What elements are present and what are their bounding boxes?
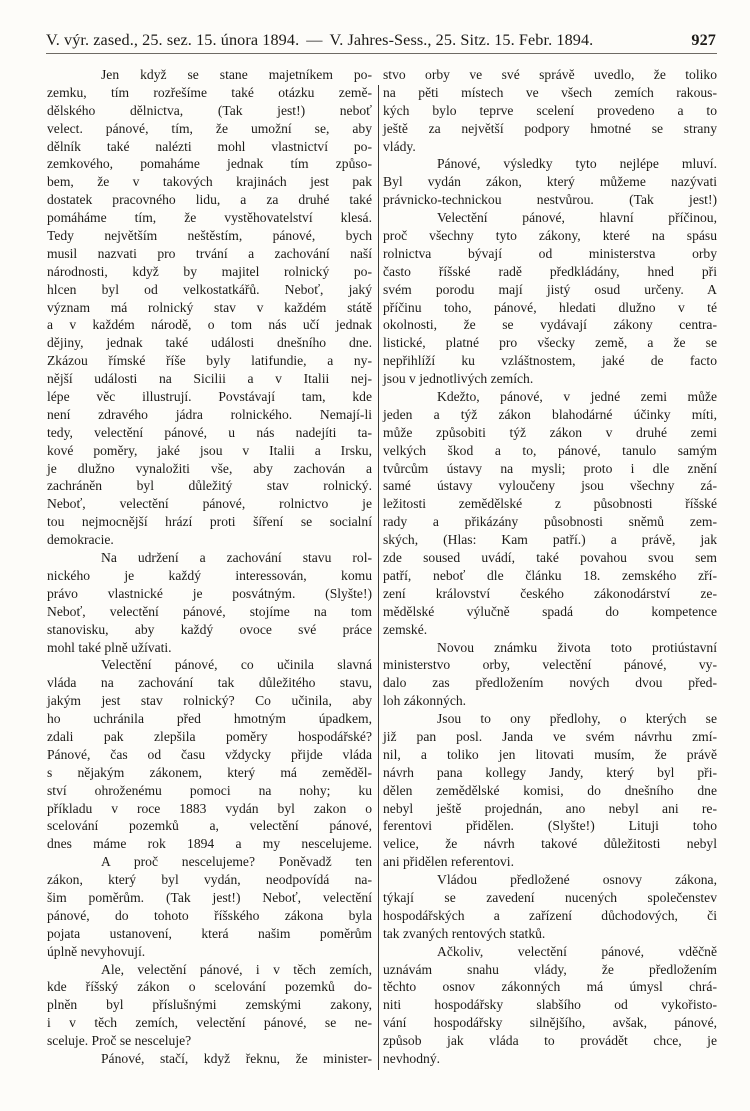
- text-line: mohl také plně užívati.: [47, 639, 172, 655]
- text-line: pomáháme tím, že vystěhovatelství klesá.: [47, 210, 372, 226]
- header-german: V. Jahres-Sess., 25. Sitz. 15. Febr. 1894.: [329, 31, 594, 49]
- text-line: rady a přikázány působnosti sněmů zem-: [383, 514, 717, 530]
- text-line: nického je každý interessován, komu: [47, 567, 372, 583]
- text-line: musil nazvati pro trvání a zachování naší: [47, 245, 372, 261]
- text-line: Tedy největším neštěstím, pánové, bych: [47, 228, 372, 244]
- text-line: úplně nevyhovují.: [47, 943, 146, 959]
- text-line: Pánové, výsledky tyto nejlépe mluví.: [437, 156, 717, 172]
- text-line: ho uchránila před hmotným úpadkem,: [47, 711, 372, 727]
- text-line: samé ústavy vyloučeny jsou všechny zá-: [383, 478, 717, 494]
- text-line: i v těch zemích, velectění pánové, se ne-: [47, 1015, 372, 1031]
- text-line: Ale, velectění pánové, i v těch zemích,: [101, 961, 372, 977]
- text-line: proč všechny tyto zákony, které na spásu: [383, 228, 717, 244]
- text-line: dělen zemědělské komisi, do dnešního dne: [383, 782, 717, 798]
- text-line: kde říšský zákon o scelování pozemků do-: [47, 979, 372, 995]
- text-line: scelování pozemků a, velectění pánové,: [47, 818, 372, 834]
- text-line: ještě za největší podpory hmotné se strany: [383, 120, 717, 136]
- text-line: význam má rolnický stav v každém státě: [47, 299, 372, 315]
- text-line: zemské.: [383, 621, 428, 637]
- header-separator: —: [306, 31, 323, 49]
- text-line: sceluje. Proč se nesceluje?: [47, 1033, 192, 1049]
- text-line: listické, platné pro všecky země, a že se: [383, 335, 717, 351]
- text-line: národnosti, když by majitel rolnický po-: [47, 263, 372, 279]
- text-line: velkých škod a to, pánové, tanulo samým: [383, 442, 717, 458]
- text-line: zemku, tím rozřešíme také otázku země-: [47, 84, 372, 100]
- text-line: tou nejmocnější hrází proti šíření se socialní: [47, 514, 372, 530]
- text-line: na pěti místech ve všech zemích rakous-: [383, 84, 717, 100]
- text-line: Pánové, čas od času vždycky přijde vláda: [47, 746, 372, 762]
- text-line: nější události na Sicilii a v Italii nej-: [47, 371, 372, 387]
- text-line: ferentovi přidělen. (Slyšte!) Lituji toho: [383, 818, 717, 834]
- text-line: a v každém národě, o tom nás učí jednak: [47, 317, 372, 333]
- text-line: Pánové, stačí, když řeknu, že minister-: [101, 1050, 372, 1066]
- text-line: návrh pana kollegy Jandy, který byl při-: [383, 764, 717, 780]
- text-line: již pan posl. Janda ve svém návrhu zmí-: [383, 728, 717, 744]
- text-line: příčinu toho, pánové, hledati dlužno v té: [383, 299, 717, 315]
- text-line: hlcen byl od velkostatkářů. Neboť, jaký: [47, 281, 372, 297]
- text-line: zení království českého zákonodárství ze-: [383, 585, 717, 601]
- text-line: nebyl ještě projednán, ano nebyl ani re-: [383, 800, 717, 816]
- text-line: zde soused uvádí, také povahou svou sem: [383, 550, 717, 566]
- text-line: těchto osnov zákonných má úmysl chrá-: [383, 979, 717, 995]
- text-line: dělník také nalézti mohl vlastnictví po-: [47, 138, 372, 154]
- text-line: tedy, velectění pánové, u nás nadejíti ta-: [47, 424, 372, 440]
- text-line: hospodářských a zařízení důchodových, či: [383, 907, 717, 923]
- text-line: jeden a týž zákon blahodárné účinky míti,: [383, 406, 717, 422]
- text-line: Velectění pánové, hlavní příčinou,: [437, 210, 717, 226]
- text-line: jakým jest stav rolnický? Co učinila, aby: [47, 693, 372, 709]
- text-line: s nějakým zákonem, který má zeměděl-: [47, 764, 372, 780]
- text-line: vláda na zachování tak důležitého stavu,: [47, 675, 372, 691]
- text-line: ležitosti zemědělské z působnosti říšské: [383, 496, 717, 512]
- text-line: uznávám snahu vlády, že předložením: [383, 961, 717, 977]
- header-czech: V. výr. zased., 25. sez. 15. února 1894.: [46, 31, 300, 49]
- running-header: [46, 31, 716, 52]
- text-line: Neboť, velectění pánové, stojíme na tom: [47, 603, 372, 619]
- text-line: týkají se zavedení nucených společenstev: [383, 889, 717, 905]
- text-line: vání hospodářsky silnějšího, avšak, pánové,: [383, 1015, 717, 1031]
- text-line: nil, a toliko jen litovati musím, že právě: [383, 746, 717, 762]
- text-line: Zkázou římské říše byly latifundie, a ny-: [47, 353, 372, 369]
- text-line: velice, že návrh takové důležitosti nebyl: [383, 836, 717, 852]
- text-line: dnes máme rok 1894 a my nescelujeme.: [47, 836, 372, 852]
- text-line: lépe věc illustrují. Povstávají tam, kde: [47, 389, 372, 405]
- text-line: velect. pánové, tím, že umožní se, aby: [47, 120, 372, 136]
- text-line: dalo zas předložením nových dvou před-: [383, 675, 717, 691]
- text-line: demokracie.: [47, 532, 114, 548]
- text-line: nepřihlíží ku vzláštnostem, jaké de facto: [383, 353, 717, 369]
- text-line: právo vlastnické je posvátným. (Slyšte!): [47, 585, 372, 601]
- text-line: dostatek pracovného lidu, a za druhé také: [47, 192, 372, 208]
- text-line: Na udržení a zachování stavu rol-: [101, 550, 372, 566]
- text-line: patří, neboť dle článku 18. zemského zří-: [383, 567, 717, 583]
- text-line: Jen když se stane majetníkem po-: [101, 67, 372, 82]
- text-line: niti hospodářsky slabšího od vykořisto-: [383, 997, 717, 1013]
- text-line: jsou v jednotlivých zemích.: [383, 371, 534, 387]
- text-line: pojata ustanovení, která našim poměrům: [47, 925, 372, 941]
- text-line: vlády.: [383, 138, 416, 154]
- text-line: tak zvaných rentových statků.: [383, 925, 546, 941]
- text-line: stvo orby ve své správě uvedlo, že toliko: [383, 67, 717, 82]
- header-rule: [46, 53, 717, 54]
- text-line: Jsou to ony předlohy, o kterých se: [437, 711, 717, 727]
- page-number: 927: [691, 31, 716, 49]
- text-line: právnicko-technickou nestvůrou. (Tak jest!): [383, 192, 717, 208]
- left-column: [47, 66, 372, 1068]
- text-line: mědělské výlučně spadá do kompetence: [383, 603, 717, 619]
- text-line: bem, že v takových krajinách jest pak: [47, 174, 372, 190]
- text-line: ství ohroženému pomoci na nohy; ku: [47, 782, 372, 798]
- column-divider: [378, 85, 379, 1070]
- text-line: dějiny, jednak také události dnešního dne.: [47, 335, 372, 351]
- text-line: Neboť, velectění pánové, rolnictvo je: [47, 496, 372, 512]
- text-line: plněn byl příslušnými zemskými zakony,: [47, 997, 372, 1013]
- text-line: kých bylo teprve scelení provedeno a to: [383, 102, 717, 118]
- text-line: svém porodu mají jistý osud určeny. A: [383, 281, 717, 297]
- text-line: zachráněn byl důležitý stav rolnický.: [47, 478, 372, 494]
- text-line: Novou známku života toto protiústavní: [437, 639, 717, 655]
- text-line: A proč nescelujeme? Poněvadž ten: [101, 854, 372, 870]
- right-column: [383, 66, 717, 1068]
- text-line: Velectění pánové, co učinila slavná: [101, 657, 372, 673]
- text-line: může způsobiti týž zákon v druhé zemi: [383, 424, 717, 440]
- text-line: způsob jak vláda to provádět chce, je: [383, 1033, 717, 1049]
- text-line: zemkového, pomaháme jednak tím způso-: [47, 156, 372, 172]
- text-line: Vládou předložené osnovy zákona,: [437, 872, 717, 888]
- text-line: šim poměrům. (Tak jest!) Neboť, velectění: [47, 889, 372, 905]
- text-line: okolnosti, že se vydávají zákony centra-: [383, 317, 717, 333]
- text-line: není zdravého jádra rolnického. Nemají-li: [47, 406, 372, 422]
- text-line: Byl vydán zákon, který můžeme nazývati: [383, 174, 717, 190]
- text-line: stanovisku, aby každý ovoce své práce: [47, 621, 372, 637]
- text-line: rolnictva bývají od ministerstva orby: [383, 245, 717, 261]
- text-line: příkladu v roce 1883 vydán byl zakon o: [47, 800, 372, 816]
- text-line: nevhodný.: [383, 1050, 441, 1066]
- text-line: pánové, do tohoto říšského zákona byla: [47, 907, 372, 923]
- text-line: často říšské radě předkládány, hned při: [383, 263, 717, 279]
- text-line: kové poměry, jaké jsou v Italii a Irsku,: [47, 442, 372, 458]
- text-line: Ačkoliv, velectění pánové, vděčně: [437, 943, 717, 959]
- text-line: zákon, který byl vydán, neodpovídá na-: [47, 872, 372, 888]
- text-line: je dlužno vynaložiti vše, aby zachován a: [47, 460, 372, 476]
- text-line: dělského dělnictva, (Tak jest!) neboť: [47, 102, 372, 118]
- text-line: ských, (Hlas: Kam patří.) a právě, jak: [383, 532, 717, 548]
- text-line: loh zákonných.: [383, 693, 467, 709]
- text-line: ani přidělen referentovi.: [383, 854, 514, 870]
- text-line: Kdežto, pánové, v jedné zemi může: [437, 389, 717, 405]
- text-line: ministerstvo orby, velectění pánové, vy-: [383, 657, 717, 673]
- text-line: tvůrcům ústavy na mysli; proto i dle znění: [383, 460, 717, 476]
- text-line: zdali pak zlepšila poměry hospodářské?: [47, 728, 372, 744]
